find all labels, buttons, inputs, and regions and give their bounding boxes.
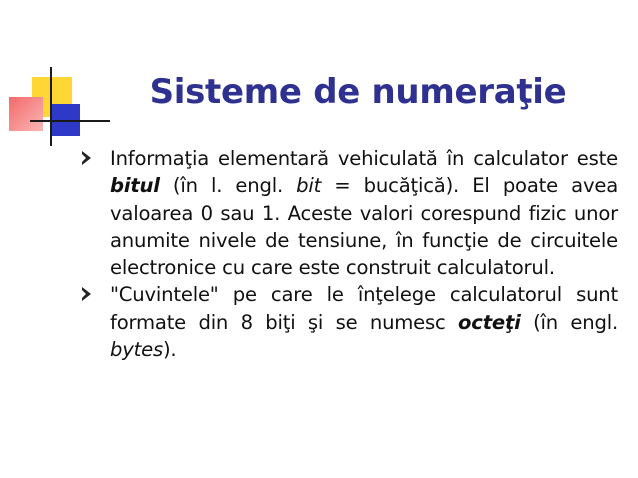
bullet-text: (în l. engl. xyxy=(159,174,297,198)
english-term: bit xyxy=(296,174,322,198)
bullet-item-bit xyxy=(80,145,618,281)
english-term: bytes xyxy=(110,338,163,362)
bullet-text: Informaţia elementară vehiculată în calculator este xyxy=(110,147,618,170)
slide-title: Sisteme de numeraţie xyxy=(149,72,567,112)
bullet-text: "Cuvintele" pe care le înţelege calculatorul sunt formate din 8 biţi şi se numesc xyxy=(110,283,618,334)
arrowhead-bullet-icon xyxy=(82,151,91,165)
slide-logo xyxy=(0,0,110,160)
bullet-text: = bucăţică). El poate avea valoarea 0 sau 1. Aceste valori corespund fizic unor anumite nivele de tensiune, în funcţie de circuitele electronice cu care este construit calculatorul. xyxy=(110,174,619,280)
logo-vertical-line xyxy=(50,67,52,146)
arrowhead-bullet-icon xyxy=(82,287,91,301)
bullet-item-octeti xyxy=(80,281,618,363)
logo-horizontal-line xyxy=(30,120,110,122)
term-bitul: bitul xyxy=(110,174,160,198)
logo-red-square xyxy=(9,97,43,131)
slide-body xyxy=(80,145,618,363)
bullet-text: ). xyxy=(162,338,177,362)
bullet-text: (în engl. xyxy=(520,310,619,334)
term-octeti: octeţi xyxy=(458,310,521,334)
